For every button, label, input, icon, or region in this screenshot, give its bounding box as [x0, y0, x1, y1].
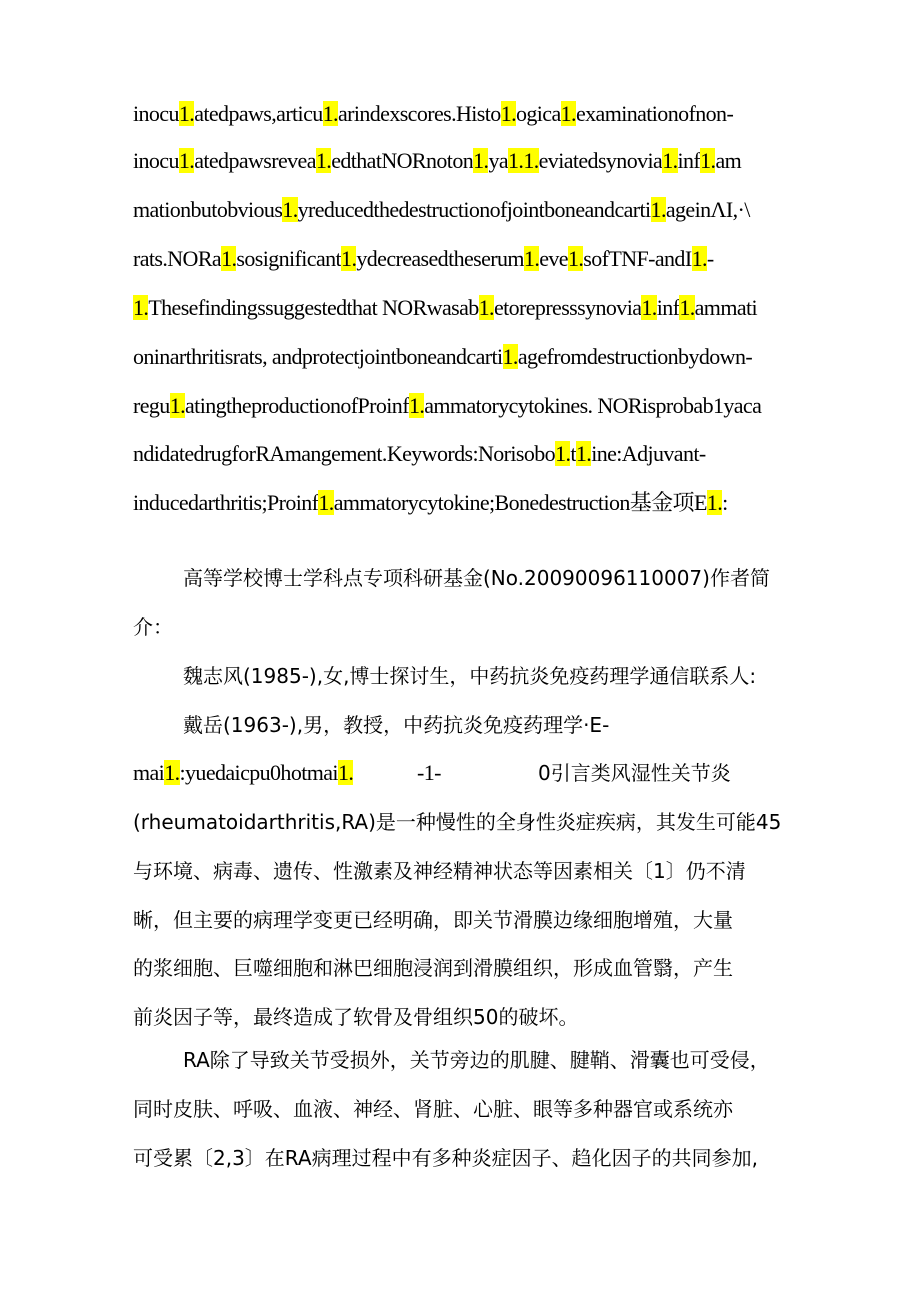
text-segment: examinationofnon- [575, 101, 734, 126]
highlight-mark: 1. [322, 101, 338, 126]
highlight-mark: 1. [700, 148, 716, 173]
text-segment: ammatorycytokines. NORisprobab1yaca [424, 393, 762, 418]
text-segment: Thesefindingssuggestedthat NORwasab [148, 295, 479, 320]
text-segment: : [722, 490, 728, 515]
text-segment: arindexscores.Histo [337, 101, 501, 126]
paragraph-line: 可受累〔2,3〕在RA病理过程中有多种炎症因子、趋化因子的共同参加, [133, 1146, 758, 1170]
highlight-mark: 1. [679, 295, 695, 320]
paragraph-line: 与环境、病毒、遗传、性激素及神经精神状态等因素相关〔1〕仍不清 [133, 859, 746, 883]
text-segment: agefromdestructionbydown- [517, 344, 753, 369]
highlight-mark: 1. [641, 295, 657, 320]
abstract-line-7 [133, 391, 761, 421]
text-segment: mationbutobvious [133, 197, 283, 222]
fund-line-cont: 介： [133, 615, 173, 639]
highlight-mark: 1. [555, 441, 571, 466]
email-text: mai [133, 760, 165, 785]
email-text: :yuedaicpu0hotmai [179, 760, 338, 785]
paragraph-line: 同时皮肤、呼吸、血液、神经、肾脏、心脏、眼等多种器官或系统亦 [133, 1097, 733, 1121]
highlight-mark: 1. [473, 148, 489, 173]
text-segment: sofTNF-andI [583, 246, 692, 271]
highlight-mark: 1.1. [508, 148, 539, 173]
text-segment: sosignificant [236, 246, 342, 271]
highlight-mark: 1. [567, 246, 584, 271]
text-segment: - [706, 246, 714, 271]
abstract-line-1 [133, 99, 733, 129]
text-segment: ya [488, 148, 509, 173]
text-segment: ogica [516, 101, 561, 126]
text-segment: ine:Adjuvant- [591, 441, 706, 466]
highlight-mark: 1. [691, 246, 707, 271]
highlight-mark: 1. [315, 148, 332, 173]
text-segment: ammatorycytokine;Bonedestruction基金项E [333, 490, 707, 515]
paragraph-line: 的浆细胞、巨噬细胞和淋巴细胞浸润到滑膜组织，形成血管翳，产生 [133, 956, 733, 980]
highlight-mark: 1. [478, 295, 494, 320]
highlight-mark: 1. [318, 490, 334, 515]
text-segment: edthatNORnoton [331, 148, 474, 173]
text-segment: inducedarthritis;Proinf [133, 490, 319, 515]
highlight-mark: 1. [164, 760, 180, 785]
highlight-mark: 1. [502, 344, 518, 369]
text-segment: regu [133, 393, 170, 418]
abstract-line-2 [133, 146, 741, 176]
abstract-line-9 [133, 488, 728, 518]
paragraph-line: 晰，但主要的病理学变更已经明确，即关节滑膜边缘细胞增殖，大量 [133, 908, 733, 932]
highlight-mark: 1. [133, 295, 149, 320]
highlight-mark: 1. [221, 246, 237, 271]
highlight-mark: 1. [341, 246, 357, 271]
text-segment: atingtheproductionofProinf [185, 393, 409, 418]
highlight-mark: 1. [523, 246, 540, 271]
text-segment: t [570, 441, 576, 466]
text-segment: yreducedthedestructionofjointboneandcarti [297, 197, 651, 222]
text-segment: atedpaws,articu [194, 101, 323, 126]
text-segment: oninarthritisrats, andprotectjointboneandcarti [133, 344, 503, 369]
fund-line: 高等学校博士学科点专项科研基金(No.20090096110007)作者简 [183, 566, 770, 590]
text-segment: ageinΛI,·\ [665, 197, 750, 222]
highlight-mark: 1. [500, 101, 516, 126]
text-segment: ammati [694, 295, 758, 320]
text-segment: rats.NORa [133, 246, 222, 271]
abstract-line-5 [133, 293, 757, 323]
abstract-line-4 [133, 244, 714, 274]
highlight-mark: 1. [662, 148, 678, 173]
highlight-mark: 1. [282, 197, 298, 222]
text-segment: eviatedsynovia [538, 148, 663, 173]
text-segment: atedpawsrevea [194, 148, 316, 173]
intro-heading: 0引言类风湿性关节炎 [538, 761, 731, 785]
text-segment: ydecreasedtheserum [356, 246, 524, 271]
text-segment: inf [656, 295, 680, 320]
paragraph-line: (rheumatoidarthritis,RA)是一种慢性的全身性炎症疾病，其发生可能45 [133, 810, 782, 834]
text-segment: inocu [133, 148, 179, 173]
text-segment: inf [677, 148, 701, 173]
author-info-1: 魏志风(1985-),女,博士探讨生，中药抗炎免疫药理学通信联系人: [183, 664, 757, 688]
highlight-mark: 1. [337, 760, 354, 785]
highlight-mark: 1. [178, 101, 195, 126]
author-info-2: 戴岳(1963-),男，教授，中药抗炎免疫药理学·E- [183, 713, 610, 737]
highlight-mark: 1. [169, 393, 186, 418]
highlight-mark: 1. [575, 441, 592, 466]
highlight-mark: 1. [408, 393, 425, 418]
highlight-mark: 1. [178, 148, 195, 173]
abstract-line-8 [133, 439, 706, 469]
highlight-mark: 1. [560, 101, 576, 126]
paragraph-line: 前炎因子等，最终造成了软骨及骨组织50的破坏。 [133, 1005, 579, 1029]
text-segment: am [715, 148, 742, 173]
highlight-mark: 1. [706, 490, 723, 515]
text-segment: inocu [133, 101, 179, 126]
abstract-line-3 [133, 195, 750, 225]
email-line [133, 758, 353, 788]
page-number: -1- [417, 760, 441, 785]
text-segment: ndidatedrugforRAmangement.Keywords:Norisobo [133, 441, 556, 466]
highlight-mark: 1. [650, 197, 666, 222]
paragraph-line: RA除了导致关节受损外，关节旁边的肌腱、腱鞘、滑囊也可受侵， [183, 1048, 770, 1072]
text-segment: eve [539, 246, 568, 271]
abstract-line-6 [133, 342, 752, 372]
text-segment: etorepresssynovia [493, 295, 642, 320]
